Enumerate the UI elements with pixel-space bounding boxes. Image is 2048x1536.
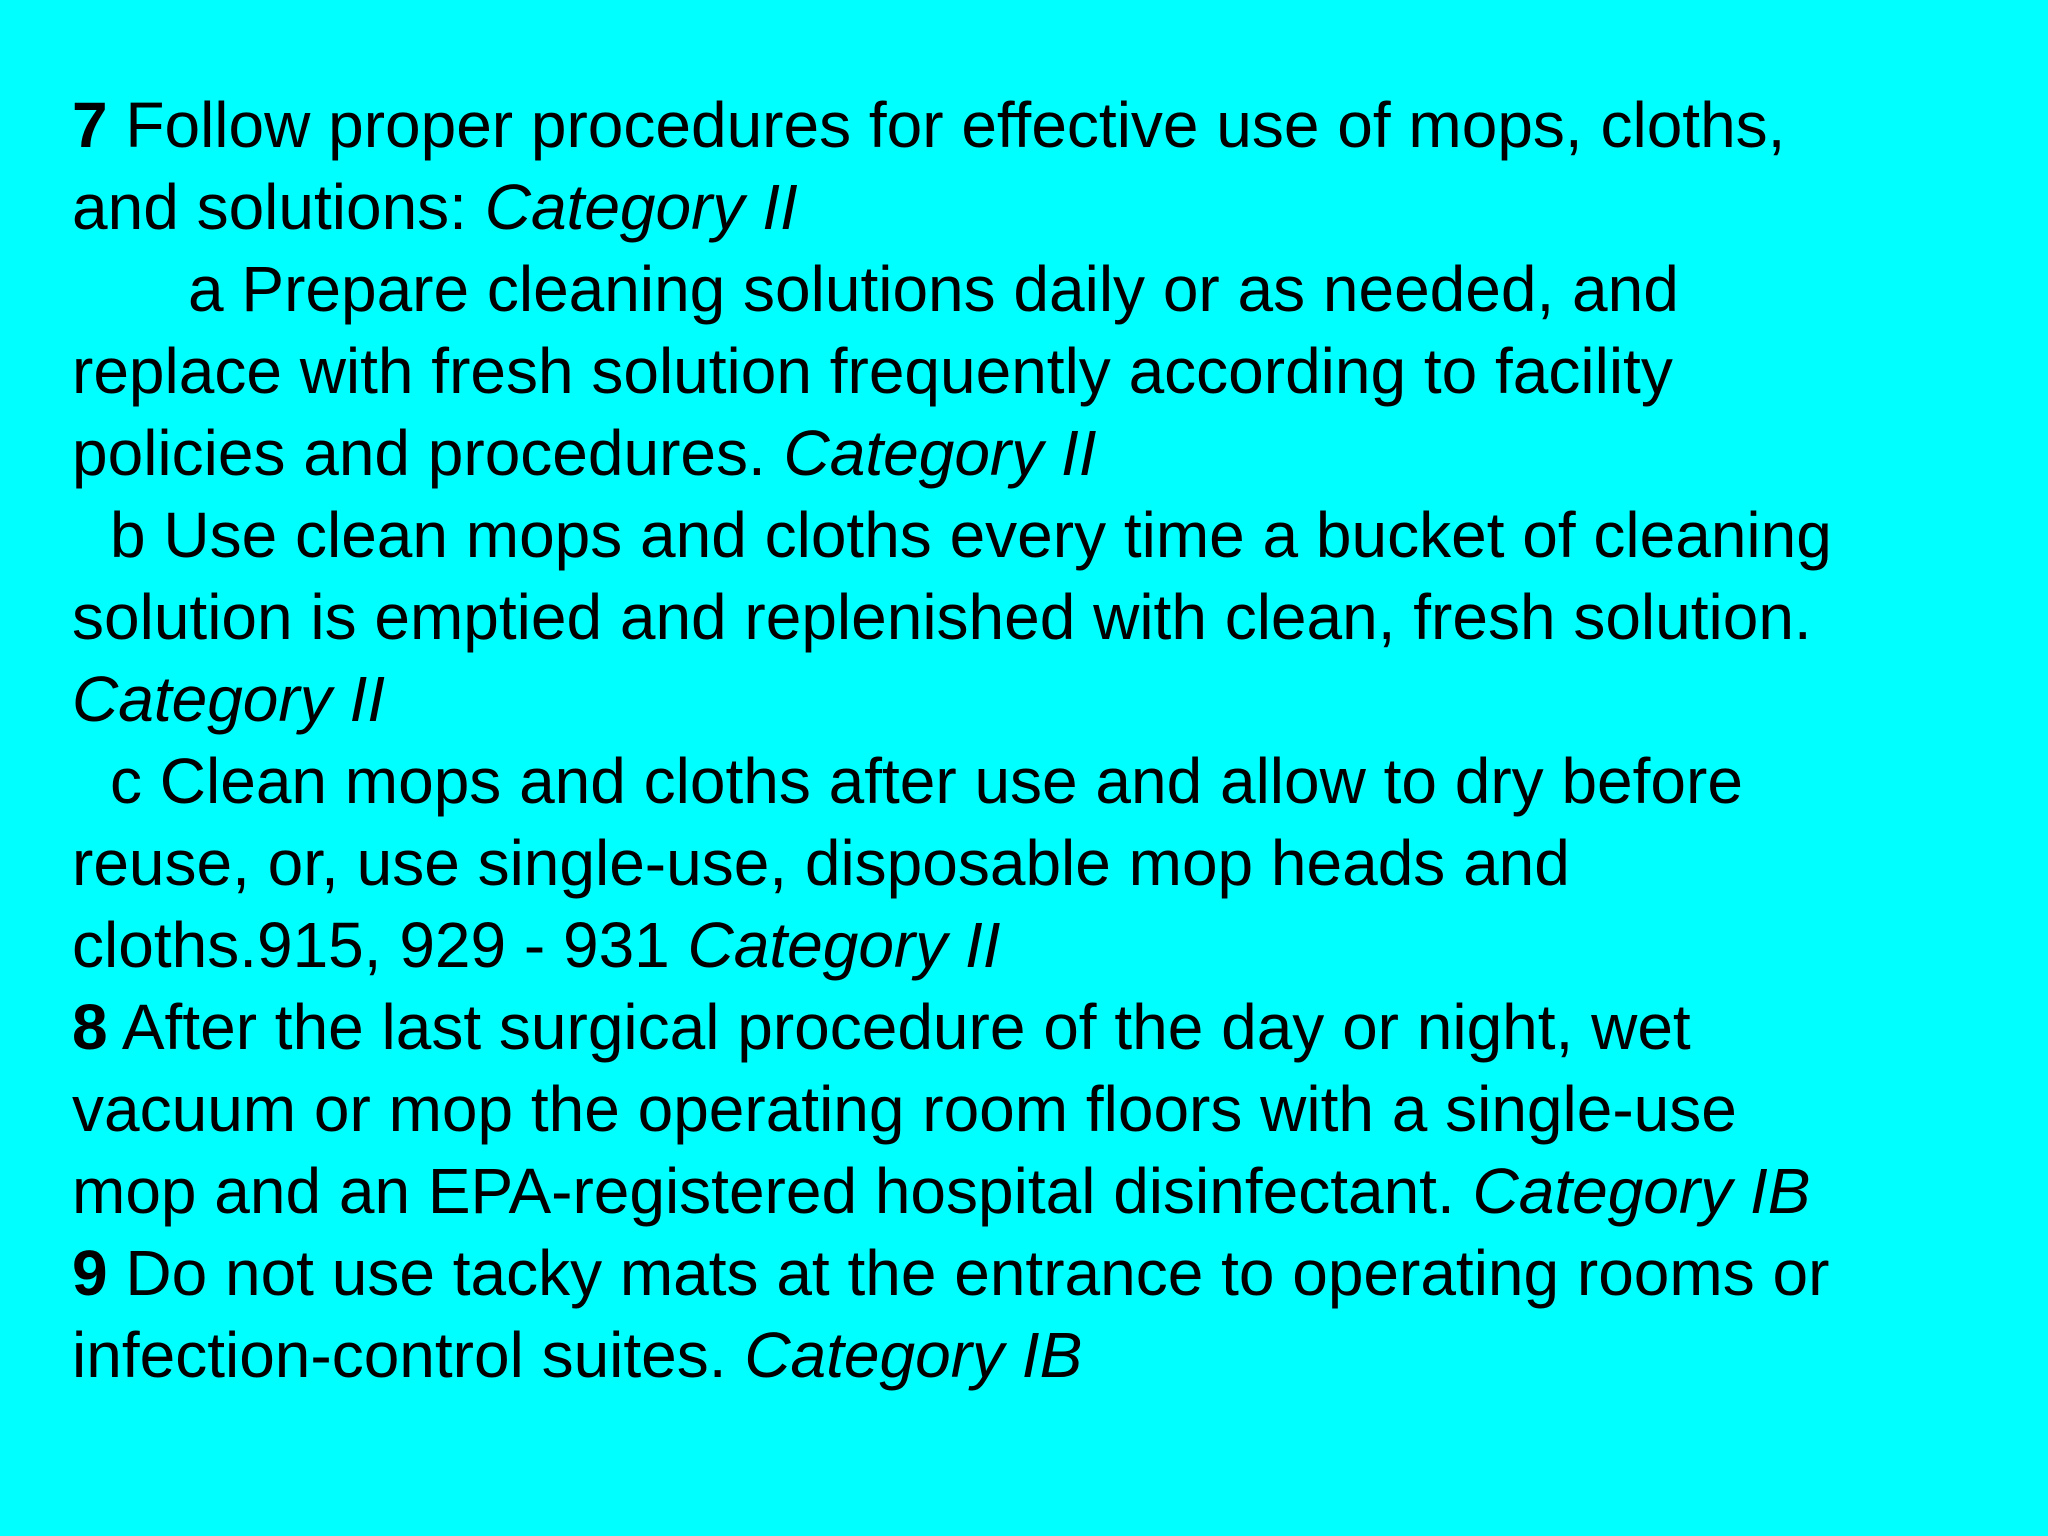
category-label: Category II xyxy=(783,417,1097,489)
category-label: Category II xyxy=(484,171,798,243)
subitem-c-line-2: reuse, or, use single-use, disposable mop heads and xyxy=(72,827,1570,899)
item-text: Follow proper procedures for effective use of mops, cloths, xyxy=(107,89,1786,161)
item-number: 9 xyxy=(72,1237,108,1309)
category-label: Category IB xyxy=(1472,1155,1811,1227)
subitem-b-line-2: solution is emptied and replenished with clean, fresh solution. xyxy=(72,581,1812,653)
item-text: After the last surgical procedure of the day or night, wet xyxy=(107,991,1691,1063)
category-label: Category II xyxy=(687,909,1001,981)
subitem-a-line-2: replace with fresh solution frequently according to facility xyxy=(72,335,1673,407)
subitem-a-line-1: a Prepare cleaning solutions daily or as needed, and xyxy=(188,253,1679,325)
item-text: Do not use tacky mats at the entrance to operating rooms or xyxy=(107,1237,1830,1309)
item-text: cloths.915, 929 - 931 xyxy=(72,909,688,981)
item-9-line-2 xyxy=(72,1314,1972,1396)
subitem-b-line-1: b Use clean mops and cloths every time a bucket of cleaning xyxy=(110,499,1832,571)
subitem-c-line-3 xyxy=(72,904,1972,986)
item-number: 8 xyxy=(72,991,108,1063)
item-text: policies and procedures. xyxy=(72,417,784,489)
subitem-c-line-1: c Clean mops and cloths after use and allow to dry before xyxy=(110,745,1743,817)
item-7-line-1 xyxy=(72,84,1972,166)
item-9-line-1 xyxy=(72,1232,1972,1314)
item-text: and solutions: xyxy=(72,171,485,243)
slide-body-text xyxy=(72,84,1972,1396)
item-number: 7 xyxy=(72,89,108,161)
subitem-a-line-3 xyxy=(72,412,1972,494)
category-label: Category IB xyxy=(744,1319,1083,1391)
item-8-line-3 xyxy=(72,1150,1972,1232)
item-8-line-2: vacuum or mop the operating room floors with a single-use xyxy=(72,1073,1737,1145)
item-7-line-2 xyxy=(72,166,1972,248)
item-text: infection-control suites. xyxy=(72,1319,745,1391)
subitem-b-category: Category II xyxy=(72,663,386,735)
item-text: mop and an EPA-registered hospital disinfectant. xyxy=(72,1155,1473,1227)
item-8-line-1 xyxy=(72,986,1972,1068)
